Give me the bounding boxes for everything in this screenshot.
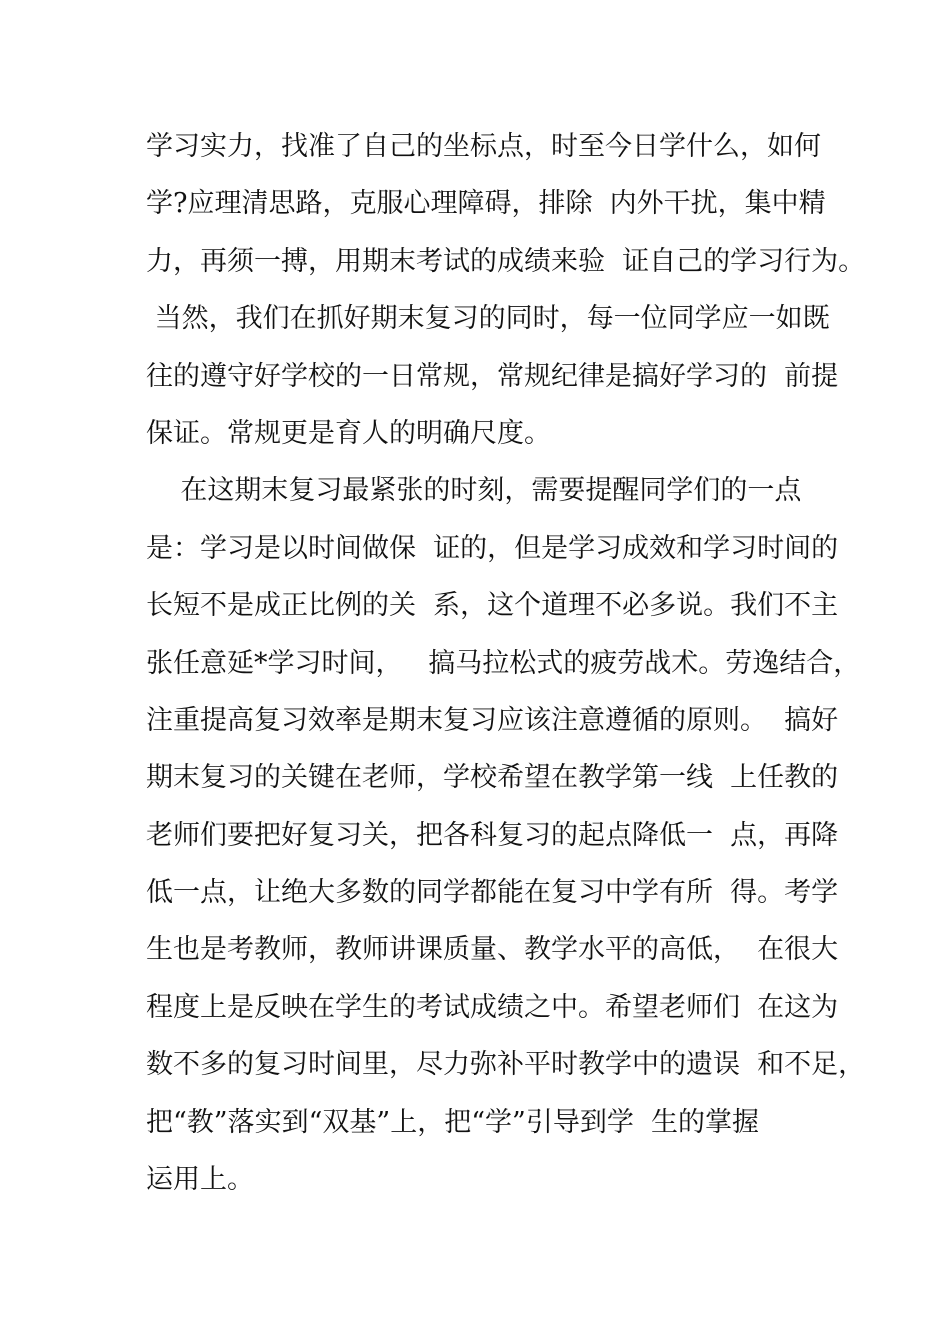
text-line: 注重提高复习效率是期末复习应该注意遵循的原则。 搞好	[146, 704, 839, 736]
text-line: 是：学习是以时间做保 证的，但是学习成效和学习时间的	[146, 532, 839, 564]
text-line: 当然，我们在抓好期末复习的同时，每一位同学应一如既	[146, 303, 830, 335]
text-line: 生也是考教师，教师讲课质量、教学水平的高低， 在很大	[146, 934, 839, 966]
text-line: 运用上。	[146, 1164, 254, 1196]
text-line: 往的遵守好学校的一日常规，常规纪律是搞好学习的 前提	[146, 360, 839, 392]
text-line: 保证。常规更是育人的明确尺度。	[146, 417, 551, 449]
text-line: 学习实力，找准了自己的坐标点，时至今日学什么，如何	[146, 131, 821, 162]
text-line: 在这期末复习最紧张的时刻，需要提醒同学们的一点	[146, 475, 802, 507]
text-line: 长短不是成正比例的关 系，这个道理不必多说。我们不主	[146, 590, 839, 622]
text-line: 低一点，让绝大多数的同学都能在复习中学有所 得。考学	[146, 877, 839, 909]
text-line: 期末复习的关键在老师，学校希望在教学第一线 上任教的	[146, 762, 839, 794]
text-line: 数不多的复习时间里，尽力弥补平时教学中的遗误 和不足，	[146, 1049, 866, 1081]
text-line: 学?应理清思路，克服心理障碍，排除 内外干扰，集中精	[146, 188, 826, 220]
text-line: 老师们要把好复习关，把各科复习的起点降低一 点，再降	[146, 819, 839, 851]
text-line: 张任意延*学习时间， 搞马拉松式的疲劳战术。劳逸结合，	[146, 647, 861, 679]
text-line: 程度上是反映在学生的考试成绩之中。希望老师们 在这为	[146, 991, 839, 1023]
text-line: 力，再须一搏，用期末考试的成绩来验 证自己的学习行为。	[146, 245, 866, 277]
text-line: 把“教”落实到“双基”上，把“学”引导到学 生的掌握	[146, 1106, 759, 1138]
body-text	[146, 118, 866, 1208]
